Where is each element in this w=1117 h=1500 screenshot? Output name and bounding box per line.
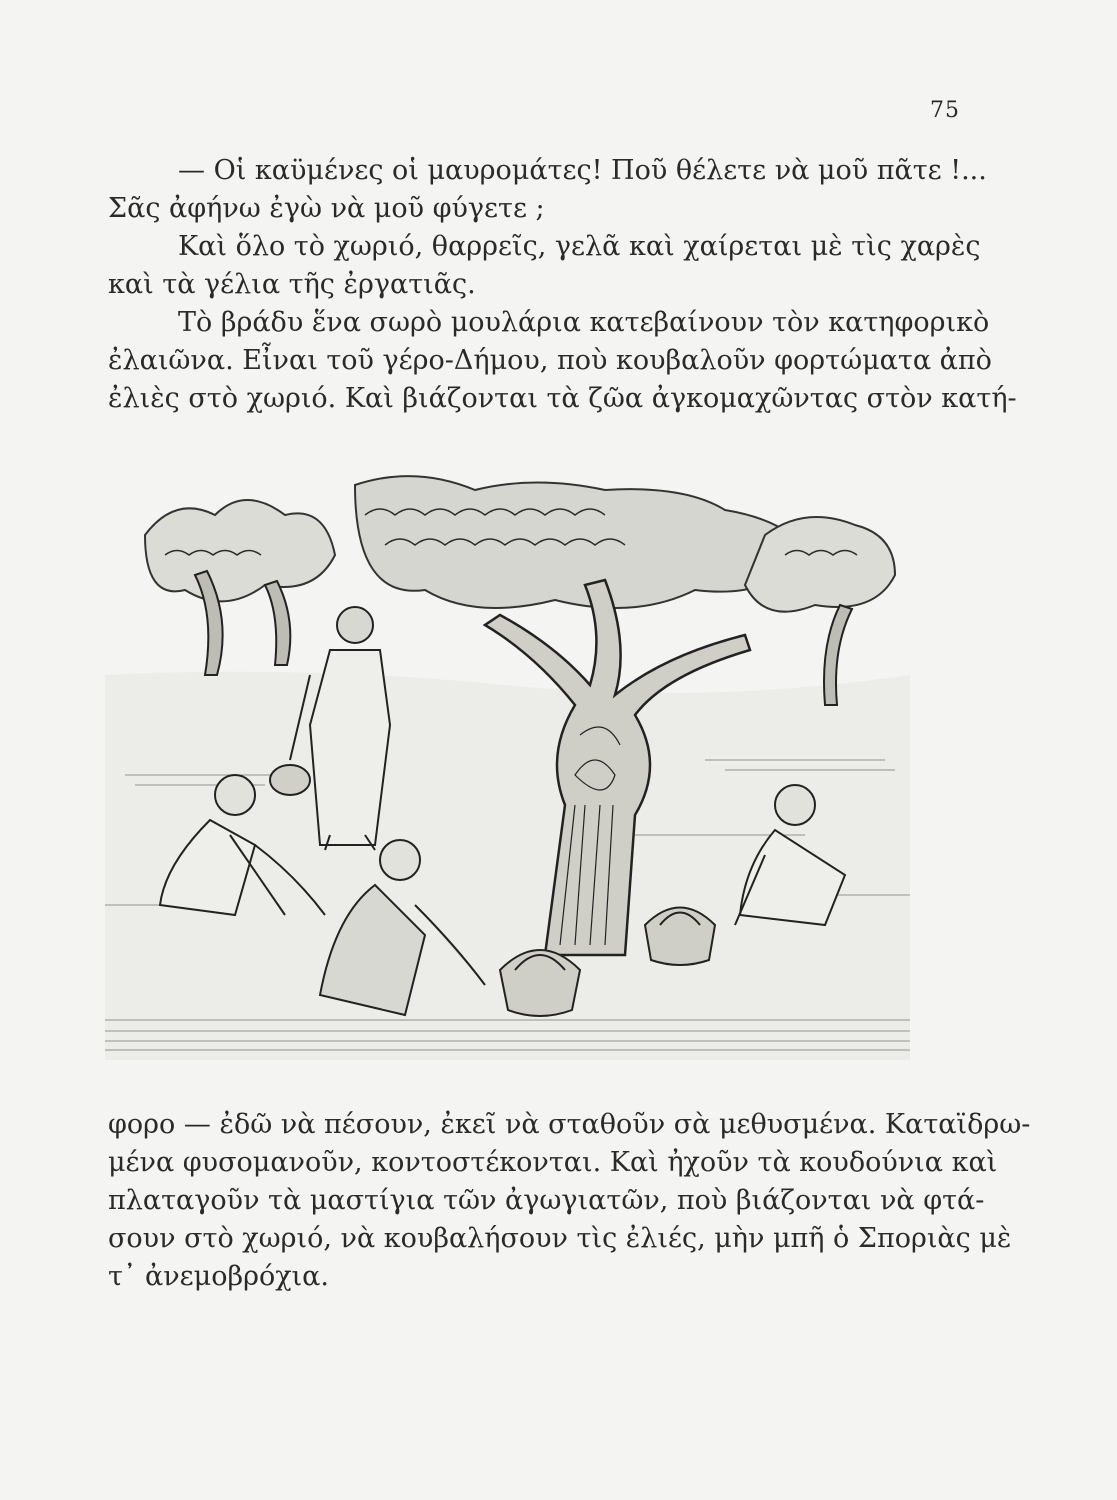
text-line: σουν στὸ χωριό, νὰ κουβαλήσουν τὶς ἐλιές, μὴν μπῆ ὁ Σποριὰς μὲ [108,1223,1012,1254]
text-line: — Οἱ καϋμένες οἱ μαυρομάτες! Ποῦ θέλετε νὰ μοῦ πᾶτε !... [178,155,987,186]
text-line: Σᾶς ἀφήνω ἐγὼ νὰ μοῦ φύγετε ; [108,193,545,224]
text-line: τ᾽ ἀνεμοβρόχια. [108,1261,329,1292]
text-line: φορο — ἐδῶ νὰ πέσουν, ἐκεῖ νὰ σταθοῦν σὰ μεθυσμένα. Καταϊδρω- [108,1109,1031,1140]
text-line: μένα φυσομανοῦν, κοντοστέκονται. Καὶ ἠχοῦν τὰ κουδούνια καὶ [108,1147,998,1178]
olive-harvest-illustration [105,475,910,1060]
text-block-bottom [108,1106,1031,1296]
text-line: ἐλιὲς στὸ χωριό. Καὶ βιάζονται τὰ ζῶα ἀγκομαχῶντας στὸν κατή- [108,383,1017,414]
text-block-top [108,152,1017,418]
paragraph-1 [108,152,987,228]
paragraph-2 [108,228,981,304]
paragraph-4 [108,1106,1031,1296]
paragraph-3 [108,304,1017,418]
text-line: Καὶ ὅλο τὸ χωριό, θαρρεῖς, γελᾶ καὶ χαίρεται μὲ τὶς χαρὲς [178,231,981,262]
text-line: Τὸ βράδυ ἕνα σωρὸ μουλάρια κατεβαίνουν τὸν κατηφορικὸ [178,307,990,338]
text-line: ἐλαιῶνα. Εἶναι τοῦ γέρο-Δήμου, ποὺ κουβαλοῦν φορτώματα ἀπὸ [108,345,992,376]
text-line: πλαταγοῦν τὰ μαστίγια τῶν ἀγωγιατῶν, ποὺ βιάζονται νὰ φτά- [108,1185,985,1216]
page-number: 75 [930,98,960,123]
text-line: καὶ τὰ γέλια τῆς ἐργατιᾶς. [108,269,476,300]
